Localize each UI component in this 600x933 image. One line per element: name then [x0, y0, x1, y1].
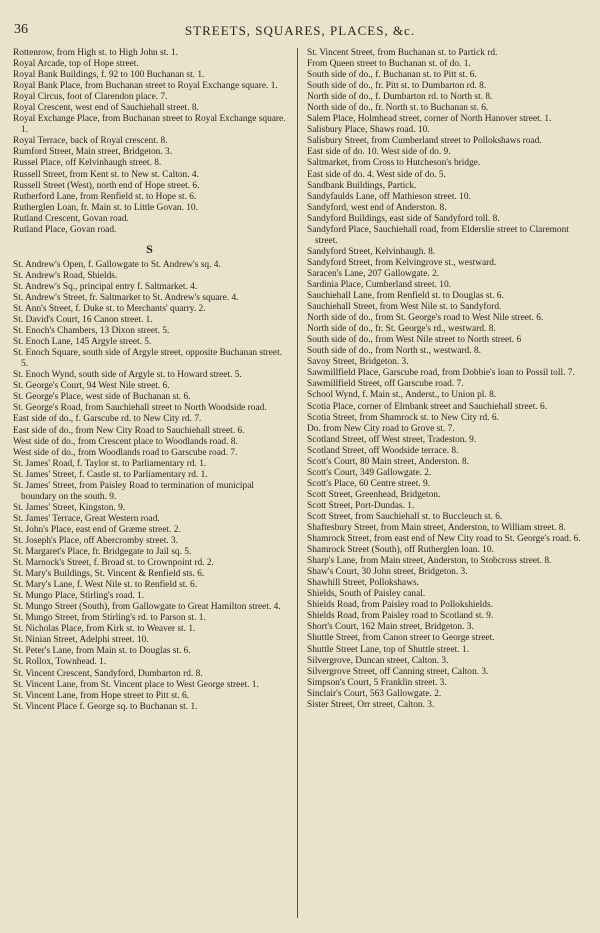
- street-entry: St. Vincent Lane, from Hope street to Pitt st. 6.: [13, 690, 190, 701]
- street-entry: Rutland Crescent, Govan road.: [13, 213, 129, 224]
- street-entry: St. Ann's Street, f. Duke st. to Merchants' quarry. 2.: [13, 303, 206, 314]
- street-entry: Scotland Street, off West street, Tradeston. 9.: [307, 434, 477, 445]
- street-entry: St. Joseph's Place, off Abercromby street. 3.: [13, 535, 179, 546]
- street-entry: North side of do., fr. St. George's rd., westward. 8.: [307, 324, 496, 335]
- entries-s-list: [13, 260, 286, 713]
- street-entry: Sardinia Place, Cumberland street. 10.: [307, 279, 451, 290]
- street-entry: Royal Arcade, top of Hope street.: [13, 59, 139, 70]
- street-entry: Sister Street, Orr street, Calton. 3.: [307, 699, 435, 710]
- letter-heading-s: S: [146, 241, 153, 256]
- street-entry: Sandyford Street, Kelvinhaugh. 8.: [307, 246, 436, 257]
- street-entry: Rutherglen Loan, fr. Main st. to Little Govan. 10.: [13, 202, 198, 213]
- street-entry: East side of do. 4. West side of do. 5.: [307, 169, 446, 180]
- street-entry: St. Vincent Place f. George sq. to Buchanan st. 1.: [13, 701, 198, 712]
- street-entry: Royal Terrace, back of Royal crescent. 8.: [13, 136, 168, 147]
- street-entry: Scott's Court, 80 Main street, Anderston. 8.: [307, 456, 470, 467]
- street-entry: St. George's Place, west side of Buchanan st. 6.: [13, 392, 191, 403]
- street-entry: St. Marnock's Street, f. Broad st. to Crownpoint rd. 2.: [13, 558, 214, 569]
- street-entry: Scott's Court, 349 Gallowgate. 2.: [307, 467, 432, 478]
- street-entry: East side of do., f. Garscube rd. to New City rd. 7.: [13, 414, 202, 425]
- street-entry: St. Vincent Lane, from St. Vincent place to West George street. 1.: [13, 679, 259, 690]
- street-entry: Sandyfaulds Lane, off Mathieson street. 10.: [307, 191, 471, 202]
- right-column: [307, 48, 583, 920]
- street-entry: North side of do., from St. George's road to West Nile street. 6.: [307, 313, 544, 324]
- street-entry: Shamrock Street, from east end of New City road to St. George's road. 6.: [307, 534, 581, 545]
- street-entry: St. Andrew's Road, Shields.: [13, 270, 118, 281]
- street-entry: St. John's Place, east end of Græme street. 2.: [13, 524, 181, 535]
- street-entry: Russell Street, from Kent st. to New st. Calton. 4.: [13, 169, 199, 180]
- street-entry: Sandyford Place, Sauchiehall road, from Elderslie street to Claremont street.: [307, 224, 569, 246]
- street-entry: Scotia Street, from Shamrock st. to New City rd. 6.: [307, 412, 499, 423]
- street-entry: Short's Court, 162 Main street, Bridgeton. 3.: [307, 622, 474, 633]
- street-entry: St. Peter's Lane, from Main st. to Douglas st. 6.: [13, 646, 191, 657]
- street-entry: St. Mary's Buildings, St. Vincent & Renfield sts. 6.: [13, 569, 205, 580]
- street-entry: Sauchiehall Street, from West Nile st. to Sandyford.: [307, 302, 502, 313]
- street-entry: Shields Road, from Paisley road to Scotland st. 9.: [307, 611, 494, 622]
- street-entry: Shaftesbury Street, from Main street, Anderston, to William street. 8.: [307, 523, 566, 534]
- street-entry: Sinclair's Court, 563 Gallowgate. 2.: [307, 688, 442, 699]
- street-entry: East side of do., from New City Road to Sauchiehall street. 6.: [13, 425, 245, 436]
- street-entry: Royal Circus, foot of Clarendon place. 7.: [13, 92, 168, 103]
- street-entry: Sawmillfield Street, off Garscube road. 7.: [307, 379, 464, 390]
- street-entry: Russel Place, off Kelvinhaugh street. 8.: [13, 158, 162, 169]
- street-entry: Savoy Street, Bridgeton. 3.: [307, 357, 409, 368]
- street-entry: St. Vincent Street, from Buchanan st. to Partick rd.: [307, 48, 498, 58]
- street-entry: St. Mary's Lane, f. West Nile st. to Renfield st. 6.: [13, 580, 198, 591]
- street-entry: Rumford Street, Main street, Bridgeton. 3.: [13, 147, 173, 158]
- street-entry: St. George's Court, 94 West Nile street. 6.: [13, 381, 170, 392]
- street-entry: Royal Bank Buildings, f. 92 to 100 Buchanan st. 1.: [13, 70, 205, 81]
- street-entry: South side of do., from North st., westward. 8.: [307, 346, 481, 357]
- street-entry: Scott Street, Greenhead, Bridgeton.: [307, 489, 441, 500]
- street-entry: St. Nicholas Place, from Kirk st. to Weaver st. 1.: [13, 624, 196, 635]
- street-entry: St. Mungo Street, from Stirling's rd. to Parson st. 1.: [13, 613, 206, 624]
- street-entry: Rottenrow, from High st. to High John st. 1.: [13, 48, 179, 58]
- street-entry: Rutherford Lane, from Renfield st. to Hope st. 6.: [13, 191, 197, 202]
- street-entry: St. Enoch Wynd, south side of Argyle st. to Howard street. 5.: [13, 370, 242, 381]
- street-entry: South side of do., fr. Pitt st. to Dumbarton rd. 8.: [307, 81, 487, 92]
- street-entry: South side of do., f. Buchanan st. to Pitt st. 6.: [307, 70, 477, 81]
- street-entry: North side of do., f. Dumbarton rd. to North st. 8.: [307, 92, 493, 103]
- street-entry: Scotia Place, corner of Elmbank street and Sauchiehall street. 6.: [307, 401, 548, 412]
- column-divider: [297, 48, 298, 918]
- page-header-title: STREETS, SQUARES, PLACES, &c.: [184, 23, 416, 38]
- street-entry: West side of do., from Crescent place to Woodlands road. 8.: [13, 436, 238, 447]
- street-entry: Royal Exchange Place, from Buchanan street to Royal Exchange square. 1.: [13, 114, 286, 136]
- street-entry: Silvergrove Street, off Canning street, Calton. 3.: [307, 666, 489, 677]
- page-number: 36: [14, 22, 28, 37]
- street-entry: St. Andrew's Open, f. Gallowgate to St. Andrew's sq. 4.: [13, 259, 221, 270]
- street-entry: Royal Bank Place, from Buchanan street to Royal Exchange square. 1.: [13, 81, 278, 92]
- street-entry: St. Enoch's Chambers, 13 Dixon street. 5.: [13, 326, 170, 337]
- street-entry: St. George's Road, from Sauchiehall street to North Woodside road.: [13, 403, 267, 414]
- street-entry: Salem Place, Holmhead street, corner of North Hanover street. 1.: [307, 114, 552, 125]
- street-entry: From Queen street to Buchanan st. of do. 1.: [307, 59, 471, 70]
- street-entry: Sandbank Buildings, Partick.: [307, 180, 417, 191]
- street-entry: St. Ninian Street, Adelphi street. 10.: [13, 635, 149, 646]
- entries-r-list: [13, 48, 286, 236]
- street-entry: Scott Street, Port-Dundas. 1.: [307, 500, 415, 511]
- street-entry: Salisbury Street, from Cumberland street to Pollokshaws road.: [307, 136, 542, 147]
- street-entry: Shaw's Court, 30 John street, Bridgeton. 3.: [307, 567, 468, 578]
- street-entry: Scott's Place, 60 Centre street. 9.: [307, 478, 431, 489]
- street-entry: St. Vincent Crescent, Sandyford, Dumbarton rd. 8.: [13, 668, 203, 679]
- street-entry: St. Margaret's Place, fr. Bridgegate to Jail sq. 5.: [13, 547, 192, 558]
- street-entry: Shuttle Street Lane, top of Shuttle street. 1.: [307, 644, 469, 655]
- street-entry: St. Mungo Street (South), from Gallowgate to Great Hamilton street. 4.: [13, 602, 281, 613]
- street-entry: St. James' Street, f. Castle st. to Parliamentary rd. 1.: [13, 469, 208, 480]
- street-entry: Sharp's Lane, from Main street, Anderston, to Stobcross street. 8.: [307, 556, 552, 567]
- street-entry: School Wynd, f. Main st., Anderst., to Union pl. 8.: [307, 390, 497, 401]
- street-entry: Scott Street, from Sauchiehall st. to Buccleuch st. 6.: [307, 511, 503, 522]
- street-entry: Sawmillfield Place, Garscube road, from Dobbie's loan to Possil toll. 7.: [307, 368, 575, 379]
- street-entry: St. James' Road, f. Taylor st. to Parliamentary rd. 1.: [13, 458, 207, 469]
- street-entry: North side of do., fr. North st. to Buchanan st. 6.: [307, 103, 489, 114]
- street-entry: St. Mungo Place, Stirling's road. 1.: [13, 591, 145, 602]
- street-entry: Scotland Street, off Woodside terrace. 8.: [307, 445, 459, 456]
- street-entry: South side of do., from West Nile street to North street. 6: [307, 335, 522, 346]
- street-entry: Silvergrove, Duncan street, Calton. 3.: [307, 655, 449, 666]
- street-entry: Royal Crescent, west end of Sauchiehall street. 8.: [13, 103, 199, 114]
- street-entry: Shields Road, from Paisley road to Pollokshields.: [307, 600, 493, 611]
- street-entry: St. James' Street, from Paisley Road to termination of municipal boundary on the south. 9.: [13, 480, 254, 502]
- street-entry: Shuttle Street, from Canon street to George street.: [307, 633, 495, 644]
- street-entry: St. Andrew's Street, fr. Saltmarket to St. Andrew's square. 4.: [13, 292, 239, 303]
- street-entry: St. James' Street, Kingston. 9.: [13, 502, 126, 513]
- entries-right-list: [307, 48, 583, 711]
- street-entry: Sandyford Street, from Kelvingrove st., westward.: [307, 257, 497, 268]
- left-column: [13, 48, 286, 920]
- street-entry: St. Enoch Lane, 145 Argyle street. 5.: [13, 337, 152, 348]
- street-entry: Simpson's Court, 5 Franklin street. 3.: [307, 677, 447, 688]
- street-entry: St. Andrew's Sq., principal entry f. Saltmarket. 4.: [13, 281, 198, 292]
- street-entry: St. James' Terrace, Great Western road.: [13, 513, 160, 524]
- street-entry: St. Rollox, Townhead. 1.: [13, 657, 107, 668]
- street-entry: Sandyford, west end of Anderston. 8.: [307, 202, 447, 213]
- street-entry: Do. from New City road to Grove st. 7.: [307, 423, 455, 434]
- street-entry: East side of do. 10. West side of do. 9.: [307, 147, 451, 158]
- street-entry: St. Enoch Square, south side of Argyle street, opposite Buchanan street. 5.: [13, 348, 283, 370]
- street-entry: Salisbury Place, Shaws road. 10.: [307, 125, 430, 136]
- street-entry: Sauchiehall Lane, from Renfield st. to Douglas st. 6.: [307, 291, 504, 302]
- street-entry: Shields, South of Paisley canal.: [307, 589, 426, 600]
- street-entry: Shawhill Street, Pollokshaws.: [307, 578, 419, 589]
- street-entry: Saltmarket, from Cross to Hutcheson's bridge.: [307, 158, 481, 169]
- street-entry: Russell Street (West), north end of Hope street. 6.: [13, 180, 200, 191]
- street-entry: Rutland Place, Govan road.: [13, 224, 117, 235]
- street-entry: West side of do., from Woodlands road to Garscube road. 7.: [13, 447, 238, 458]
- street-entry: St. David's Court, 16 Canon street. 1.: [13, 315, 153, 326]
- street-entry: Sandyford Buildings, east side of Sandyford toll. 8.: [307, 213, 500, 224]
- street-entry: Saracen's Lane, 207 Gallowgate. 2.: [307, 268, 440, 279]
- street-entry: Shamrock Street (South), off Rutherglen loan. 10.: [307, 545, 494, 556]
